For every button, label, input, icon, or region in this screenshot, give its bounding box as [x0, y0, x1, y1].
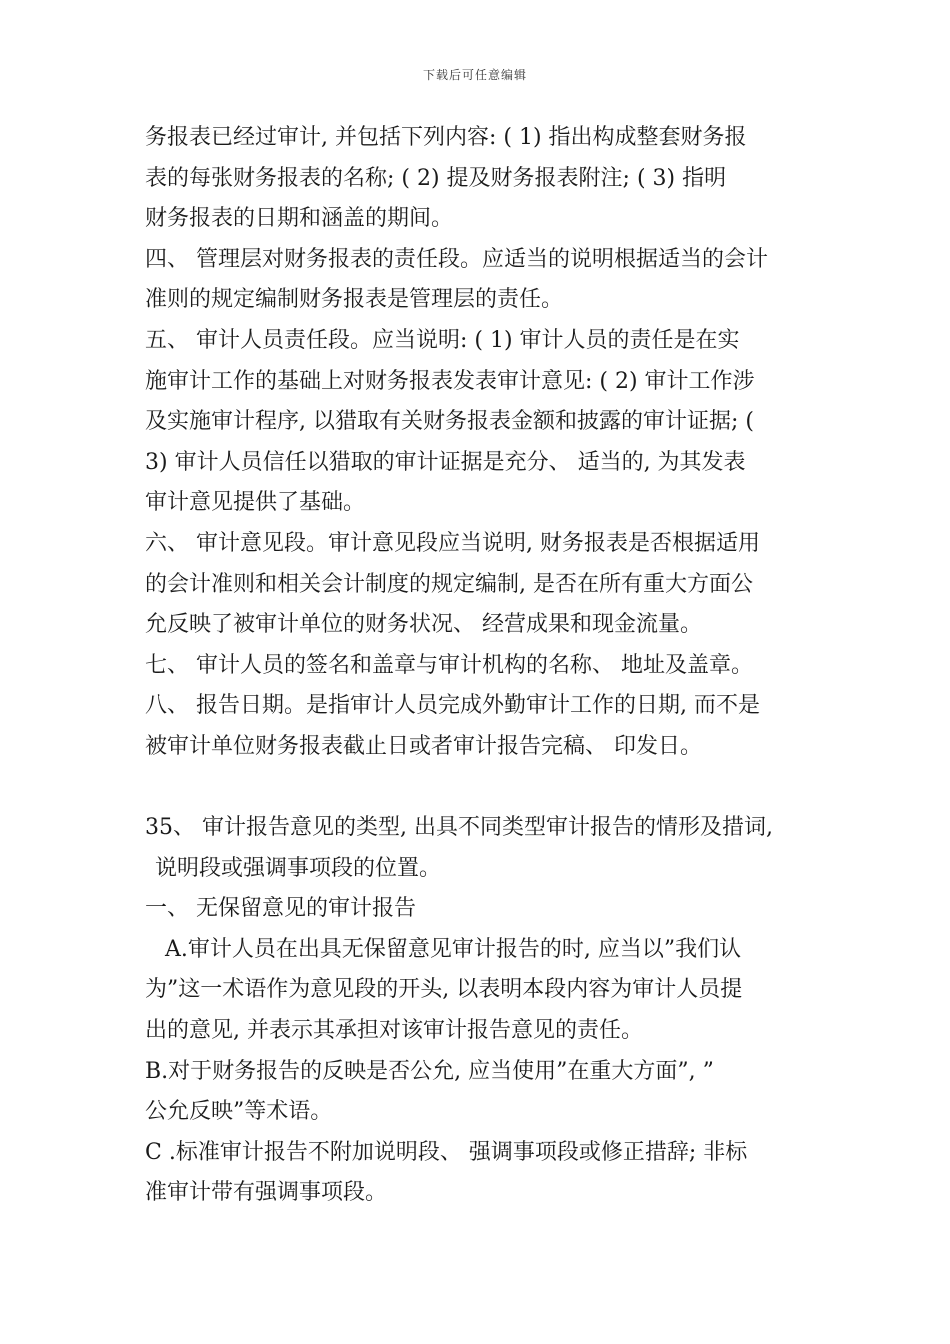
text-line: 3) 审计人员信任以猎取的审计证据是充分、 适当的, 为其发表 [145, 449, 746, 475]
page-header: 下载后可任意编辑 [422, 68, 527, 82]
text-line: 施审计工作的基础上对财务报表发表审计意见: ( 2) 审计工作涉 [145, 368, 755, 394]
text-line: 准审计带有强调事项段。 [145, 1180, 388, 1206]
item-b: B.对于财务报告的反映是否公允, 应当使用”在重大方面”, ” [145, 1058, 714, 1084]
question-heading-35: 35、 审计报告意见的类型, 出具不同类型审计报告的情形及措词, [145, 815, 773, 841]
document-body [145, 118, 825, 1214]
text-line: 及实施审计程序, 以猎取有关财务报表金额和披露的审计证据; ( [145, 409, 754, 435]
text-line: 出的意见, 并表示其承担对该审计报告意见的责任。 [145, 1018, 643, 1044]
text-line: 审计意见提供了基础。 [145, 490, 366, 516]
text-line: 说明段或强调事项段的位置。 [155, 855, 442, 881]
text-line: 被审计单位财务报表截止日或者审计报告完稿、 印发日。 [145, 733, 702, 759]
section-heading-5: 五、 审计人员责任段。应当说明: ( 1) 审计人员的责任是在实 [145, 327, 740, 353]
section-heading-8: 八、 报告日期。是指审计人员完成外勤审计工作的日期, 而不是 [145, 693, 760, 719]
section-heading-7: 七、 审计人员的签名和盖章与审计机构的名称、 地址及盖章。 [145, 652, 753, 678]
text-line: 表的每张财务报表的名称; ( 2) 提及财务报表附注; ( 3) 指明 [145, 165, 727, 191]
item-c: C .标准审计报告不附加说明段、 强调事项段或修正措辞; 非标 [145, 1139, 748, 1165]
item-a: A.审计人员在出具无保留意见审计报告的时, 应当以”我们认 [165, 936, 742, 962]
text-line: 务报表已经过审计, 并包括下列内容: ( 1) 指出构成整套财务报 [145, 125, 747, 150]
text-line: 准则的规定编制财务报表是管理层的责任。 [145, 287, 564, 313]
text-line: 公允反映”等术语。 [145, 1099, 333, 1125]
text-line: 允反映了被审计单位的财务状况、 经营成果和现金流量。 [145, 612, 702, 638]
text-line: 财务报表的日期和涵盖的期间。 [145, 206, 454, 232]
section-heading-4: 四、 管理层对财务报表的责任段。应适当的说明根据适当的会计 [145, 246, 768, 272]
text-line: 的会计准则和相关会计制度的规定编制, 是否在所有重大方面公 [145, 571, 753, 597]
text-line: 为”这一术语作为意见段的开头, 以表明本段内容为审计人员提 [145, 977, 743, 1003]
section-heading-6: 六、 审计意见段。审计意见段应当说明, 财务报表是否根据适用 [145, 530, 760, 556]
subsection-heading-1: 一、 无保留意见的审计报告 [145, 896, 416, 922]
paragraph-gap [145, 768, 825, 809]
